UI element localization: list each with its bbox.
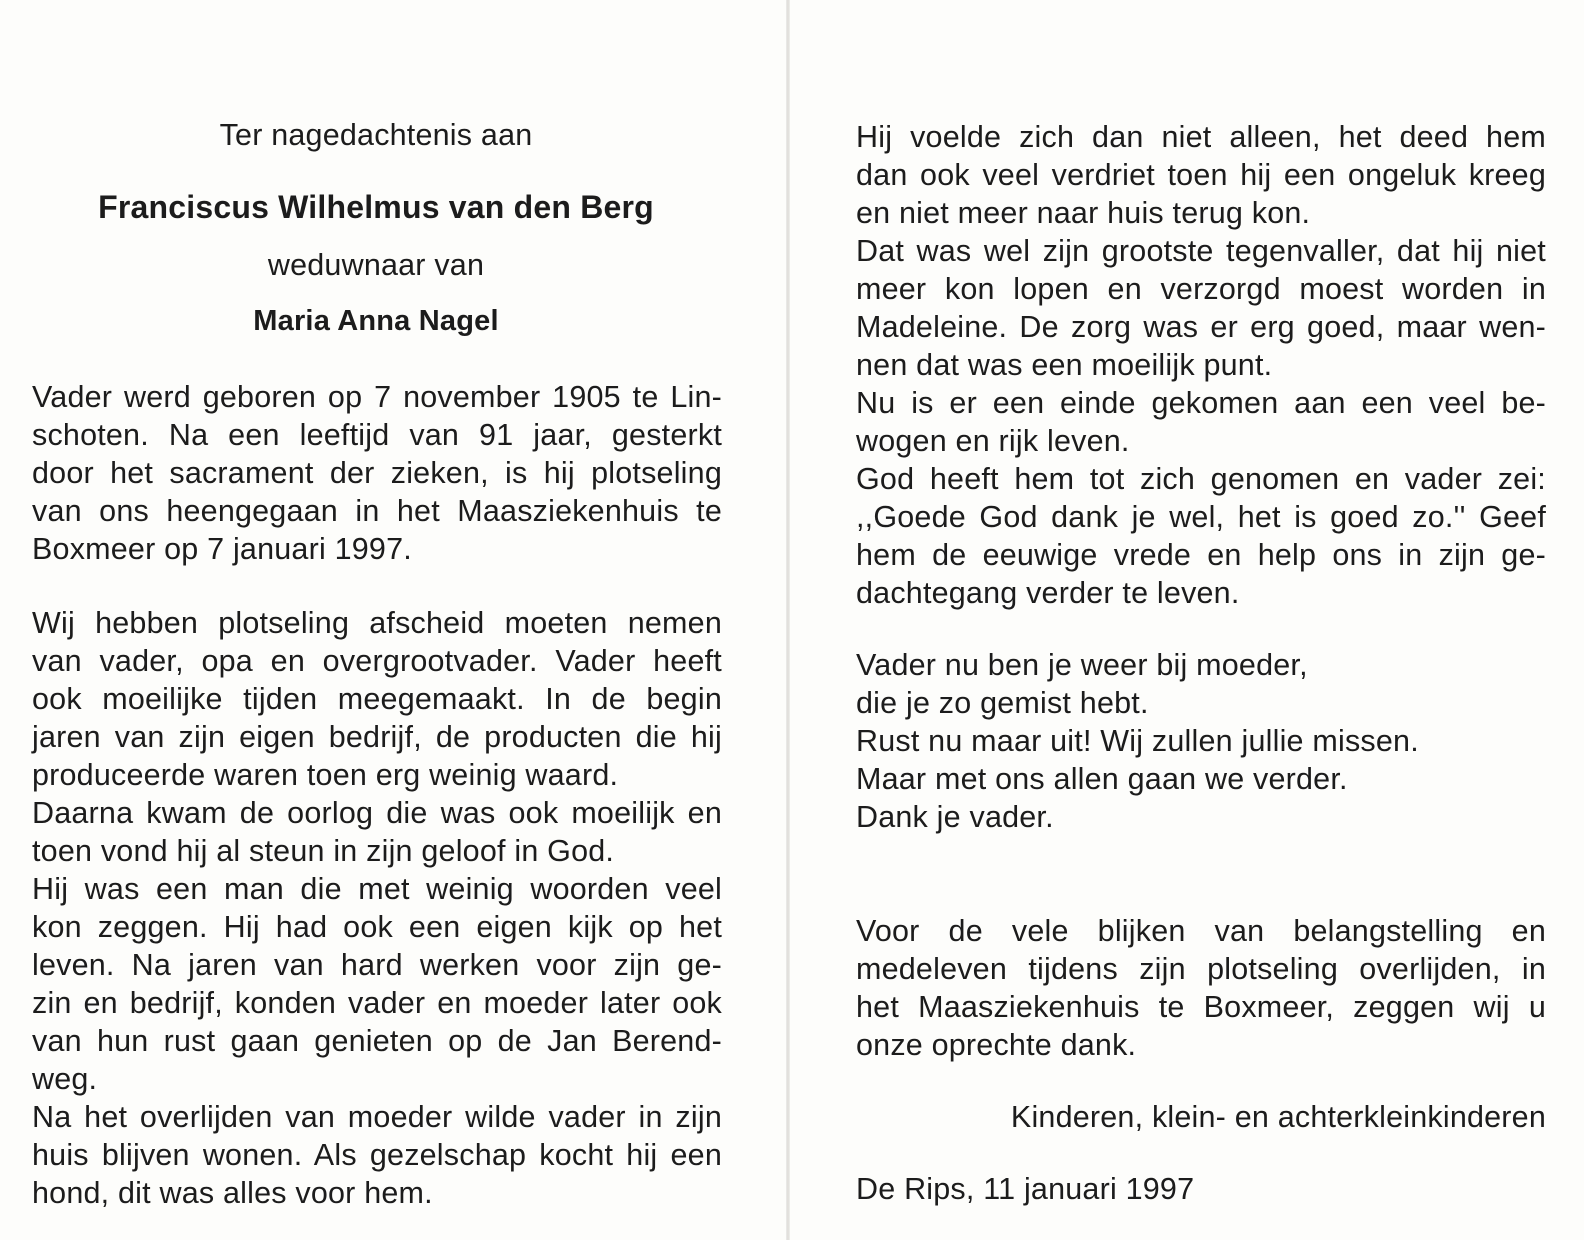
thanks-line: Voor de vele blijken van belangstelling en — [856, 914, 1546, 948]
text-line: Na het overlijden van moeder wilde vader in zijn — [32, 1100, 722, 1134]
text-line: van hun rust gaan genieten op de Jan Berend- — [32, 1024, 722, 1058]
thanks-line: het Maasziekenhuis te Boxmeer, zeggen wij u — [856, 990, 1546, 1024]
text-line: van vader, opa en overgrootvader. Vader heeft — [32, 644, 722, 678]
text-line: en niet meer naar huis terug kon. — [856, 196, 1311, 230]
text-line: zin en bedrijf, konden vader en moeder later ook — [32, 986, 722, 1020]
text-line: schoten. Na een leeftijd van 91 jaar, gesterkt — [32, 418, 722, 452]
text-line: leven. Na jaren van hard werken voor zijn ge- — [32, 948, 722, 982]
text-line: ,,Goede God dank je wel, het is goed zo.'' Geef — [856, 500, 1546, 534]
text-line: Dat was wel zijn grootste tegenvaller, dat hij niet — [856, 234, 1546, 268]
relation-label: weduwnaar van — [267, 248, 485, 282]
text-line: Hij was een man die met weinig woorden veel — [32, 872, 722, 906]
thanks-line: onze oprechte dank. — [856, 1028, 1137, 1062]
signature: Kinderen, klein- en achterkleinkinderen — [1010, 1100, 1546, 1134]
poem-line: Rust nu maar uit! Wij zullen jullie missen. — [856, 724, 1419, 758]
poem-line: Vader nu ben je weer bij moeder, — [856, 648, 1308, 682]
text-line: huis blijven wonen. Als gezelschap kocht hij een — [32, 1138, 722, 1172]
text-line: van ons heengegaan in het Maasziekenhuis te — [32, 494, 722, 528]
place-date: De Rips, 11 januari 1997 — [856, 1172, 1195, 1206]
text-line: Daarna kwam de oorlog die was ook moeilijk en — [32, 796, 722, 830]
text-line: dachtegang verder te leven. — [856, 576, 1240, 610]
text-line: Madeleine. De zorg was er erg goed, maar wen- — [856, 310, 1546, 344]
poem-line: Maar met ons allen gaan we verder. — [856, 762, 1348, 796]
deceased-name: Franciscus Wilhelmus van den Berg — [98, 189, 654, 225]
text-line: God heeft hem tot zich genomen en vader zei: — [856, 462, 1546, 496]
text-line: dan ook veel verdriet toen hij een ongeluk kreeg — [856, 158, 1546, 192]
text-line: wogen en rijk leven. — [856, 424, 1130, 458]
text-line: Wij hebben plotseling afscheid moeten nemen — [32, 606, 722, 640]
text-line: ook moeilijke tijden meegemaakt. In de begin — [32, 682, 722, 716]
text-line: Boxmeer op 7 januari 1997. — [32, 532, 412, 566]
text-line: nen dat was een moeilijk punt. — [856, 348, 1273, 382]
text-line: hem de eeuwige vrede en help ons in zijn ge- — [856, 538, 1546, 572]
text-line: toen vond hij al steun in zijn geloof in God. — [32, 834, 615, 868]
poem-line: Dank je vader. — [856, 800, 1054, 834]
text-line: Nu is er een einde gekomen aan een veel be- — [856, 386, 1546, 420]
memorial-intro: Ter nagedachtenis aan — [219, 118, 533, 152]
text-line: jaren van zijn eigen bedrijf, de producten die hij — [32, 720, 722, 754]
text-line: meer kon lopen en verzorgd moest worden in — [856, 272, 1546, 306]
text-line: door het sacrament der zieken, is hij plotseling — [32, 456, 722, 490]
text-line: kon zeggen. Hij had ook een eigen kijk op het — [32, 910, 722, 944]
text-line: produceerde waren toen erg weinig waard. — [32, 758, 619, 792]
poem-line: die je zo gemist hebt. — [856, 686, 1149, 720]
thanks-line: medeleven tijdens zijn plotseling overlijden, in — [856, 952, 1546, 986]
text-line: weg. — [32, 1062, 98, 1096]
card-fold — [786, 0, 790, 1240]
text-line: hond, dit was alles voor hem. — [32, 1176, 433, 1210]
text-line: Hij voelde zich dan niet alleen, het deed hem — [856, 120, 1546, 154]
text-line: Vader werd geboren op 7 november 1905 te Lin- — [32, 380, 722, 414]
spouse-name: Maria Anna Nagel — [253, 305, 499, 337]
